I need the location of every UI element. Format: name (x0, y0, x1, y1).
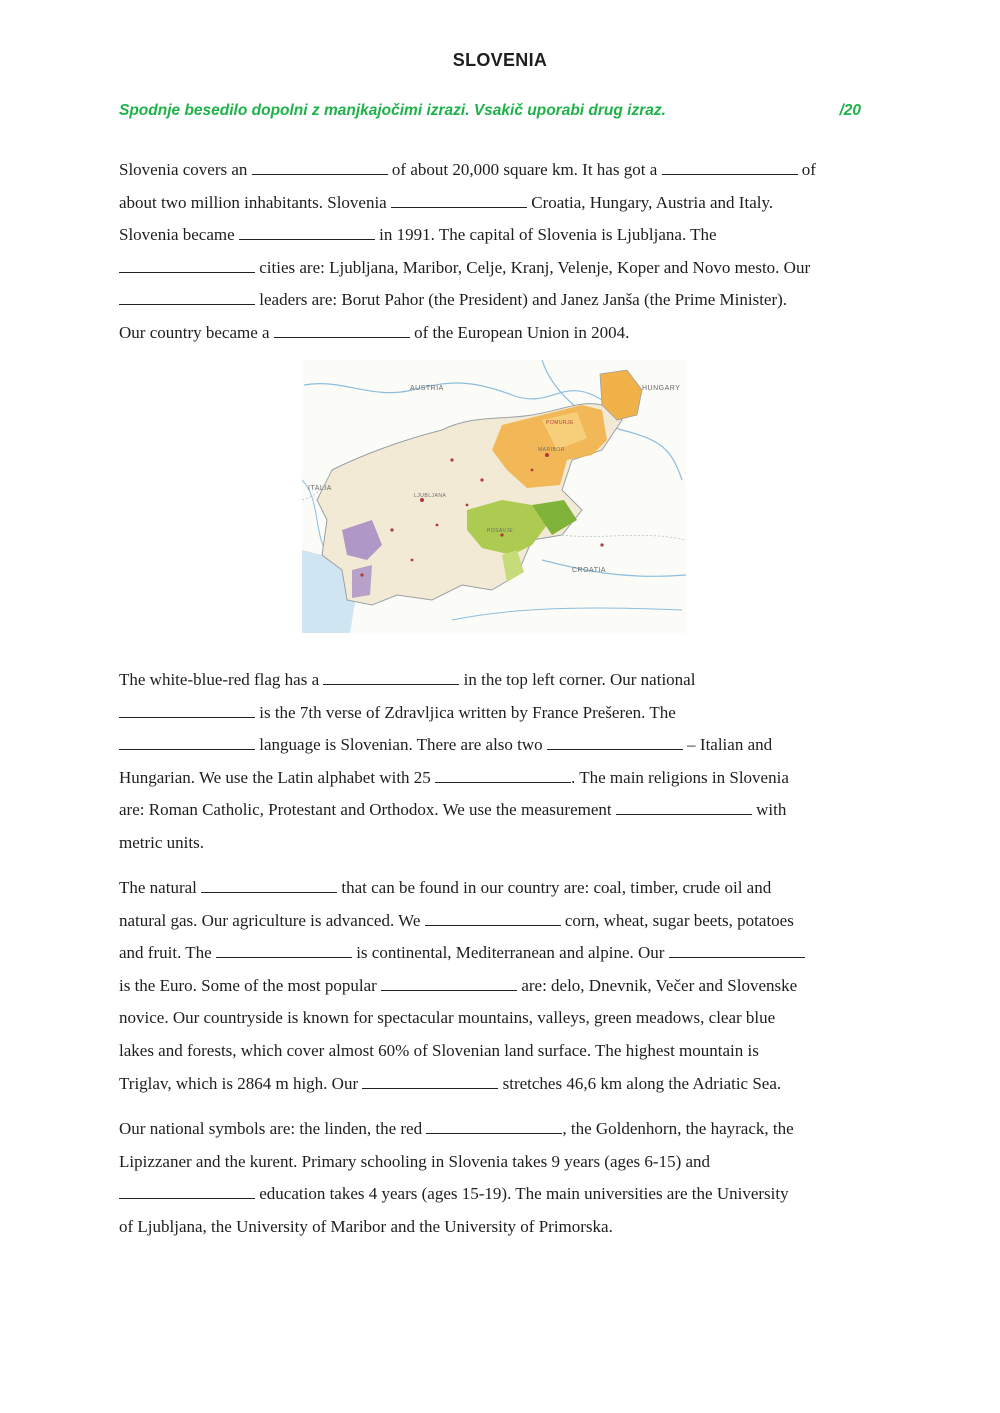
text-segment: of the European Union in 2004. (409, 322, 630, 342)
paragraph-3 (119, 872, 884, 1100)
text-segment: , the Goldenhorn, the hayrack, the (562, 1119, 794, 1138)
text-line (119, 219, 884, 252)
map-label-posavje: POSAVJE (487, 528, 514, 534)
score-label: /20 (839, 102, 861, 119)
text-line (119, 762, 884, 795)
map-label-pomurje: POMURJE (546, 420, 574, 426)
answer-blank[interactable] (381, 989, 517, 991)
text-segment: of Ljubljana, the University of Maribor and the University of Primorska. (119, 1216, 613, 1236)
text-segment: and fruit. The (119, 943, 216, 963)
answer-blank[interactable] (252, 173, 388, 175)
text-line (119, 1035, 884, 1068)
instruction-line (119, 102, 861, 120)
text-segment: about two million inhabitants. Slovenia (119, 192, 391, 212)
text-segment: are: delo, Dnevnik, Večer and Slovenske (517, 975, 798, 995)
map-label-italia: ITALIA (308, 485, 332, 492)
text-segment: lakes and forests, which cover almost 60% of Slovenian land surface. The highest mountain is (119, 1040, 759, 1060)
answer-blank[interactable] (239, 238, 375, 240)
text-segment: Slovenia covers an (119, 160, 252, 179)
text-segment: that can be found in our country are: coal, timber, crude oil and (337, 878, 772, 897)
text-segment: The white-blue-red flag has a (119, 670, 324, 689)
text-line (119, 905, 884, 938)
text-segment: The natural (119, 878, 202, 897)
answer-blank[interactable] (323, 683, 459, 685)
answer-blank[interactable] (547, 748, 683, 750)
text-segment: with (751, 800, 787, 820)
text-line (119, 664, 884, 697)
answer-blank[interactable] (616, 813, 752, 815)
answer-blank[interactable] (119, 271, 255, 273)
map-label-ljubljana: LJUBLJANA (414, 493, 447, 499)
answer-blank[interactable] (391, 206, 527, 208)
text-line (119, 252, 884, 285)
page-title: SLOVENIA (452, 50, 548, 70)
text-segment: Hungarian. We use the Latin alphabet with 25 (119, 767, 436, 787)
text-line (119, 1211, 884, 1244)
text-segment: is the Euro. Some of the most popular (119, 975, 382, 995)
paragraph-2 (119, 664, 884, 860)
answer-blank[interactable] (119, 716, 255, 718)
text-line (119, 872, 884, 905)
text-segment: in the top left corner. Our national (459, 670, 696, 689)
text-line (119, 729, 884, 762)
answer-blank[interactable] (435, 781, 571, 783)
answer-blank[interactable] (662, 173, 798, 175)
answer-blank[interactable] (426, 1132, 562, 1134)
text-line (119, 697, 884, 730)
text-line (119, 1146, 884, 1179)
text-segment: Lipizzaner and the kurent. Primary schooling in Slovenia takes 9 years (ages 6-15) and (119, 1151, 711, 1171)
text-line (119, 794, 884, 827)
text-segment: novice. Our countryside is known for spectacular mountains, valleys, green meadows, clear blue (119, 1008, 776, 1028)
answer-blank[interactable] (119, 1197, 255, 1199)
text-line (119, 154, 884, 187)
text-line (119, 187, 884, 220)
text-segment: Triglav, which is 2864 m high. Our (119, 1073, 363, 1093)
text-line (119, 937, 884, 970)
map-label-croatia: CROATIA (572, 567, 607, 574)
text-segment: Our country became a (119, 322, 274, 342)
paragraph-4 (119, 1113, 884, 1243)
map-label-hungary: HUNGARY (642, 385, 681, 392)
answer-blank[interactable] (274, 336, 410, 338)
text-line (119, 1002, 884, 1035)
text-line (119, 970, 884, 1003)
answer-blank[interactable] (119, 748, 255, 750)
text-segment: are: Roman Catholic, Protestant and Orthodox. We use the measurement (119, 800, 616, 820)
text-segment: is continental, Mediterranean and alpine. Our (351, 943, 669, 963)
text-segment: in 1991. The capital of Slovenia is Ljubljana. The (374, 225, 717, 245)
text-segment: stretches 46,6 km along the Adriatic Sea. (498, 1073, 782, 1093)
paragraph-1 (119, 154, 884, 350)
slovenia-map-image (302, 360, 686, 633)
text-segment: corn, wheat, sugar beets, potatoes (560, 910, 794, 930)
answer-blank[interactable] (362, 1087, 498, 1089)
map-label-austria: AUSTRIA (410, 385, 444, 392)
text-segment: cities are: Ljubljana, Maribor, Celje, Kranj, Velenje, Koper and Novo mesto. Our (255, 257, 811, 277)
answer-blank[interactable] (216, 956, 352, 958)
answer-blank[interactable] (201, 891, 337, 893)
text-line (119, 1178, 884, 1211)
text-segment: natural gas. Our agriculture is advanced. We (119, 910, 425, 930)
text-line (119, 317, 884, 350)
text-line (119, 1068, 884, 1101)
text-segment: of (797, 160, 816, 179)
text-line (119, 827, 884, 860)
text-line (119, 284, 884, 317)
map-label-maribor: MARIBOR (538, 447, 565, 453)
answer-blank[interactable] (425, 924, 561, 926)
text-segment: language is Slovenian. There are also two (255, 735, 547, 755)
text-segment: is the 7th verse of Zdravljica written by France Prešeren. The (255, 702, 676, 722)
text-segment: leaders are: Borut Pahor (the President) and Janez Janša (the Prime Minister). (255, 290, 788, 310)
text-segment: Croatia, Hungary, Austria and Italy. (526, 192, 774, 212)
text-segment: of about 20,000 square km. It has got a (387, 160, 662, 179)
text-segment: metric units. (119, 832, 204, 852)
slovenia-map (302, 360, 686, 633)
text-line (119, 1113, 884, 1146)
text-segment: . The main religions in Slovenia (571, 767, 789, 787)
text-segment: Our national symbols are: the linden, the red (119, 1119, 427, 1138)
text-segment: education takes 4 years (ages 15-19). The main universities are the University (255, 1184, 789, 1204)
text-segment: Slovenia became (119, 225, 239, 245)
instruction-text: Spodnje besedilo dopolni z manjkajočimi izrazi. Vsakič uporabi drug izraz. (119, 102, 666, 119)
answer-blank[interactable] (119, 303, 255, 305)
answer-blank[interactable] (669, 956, 805, 958)
text-segment: – Italian and (682, 735, 773, 755)
